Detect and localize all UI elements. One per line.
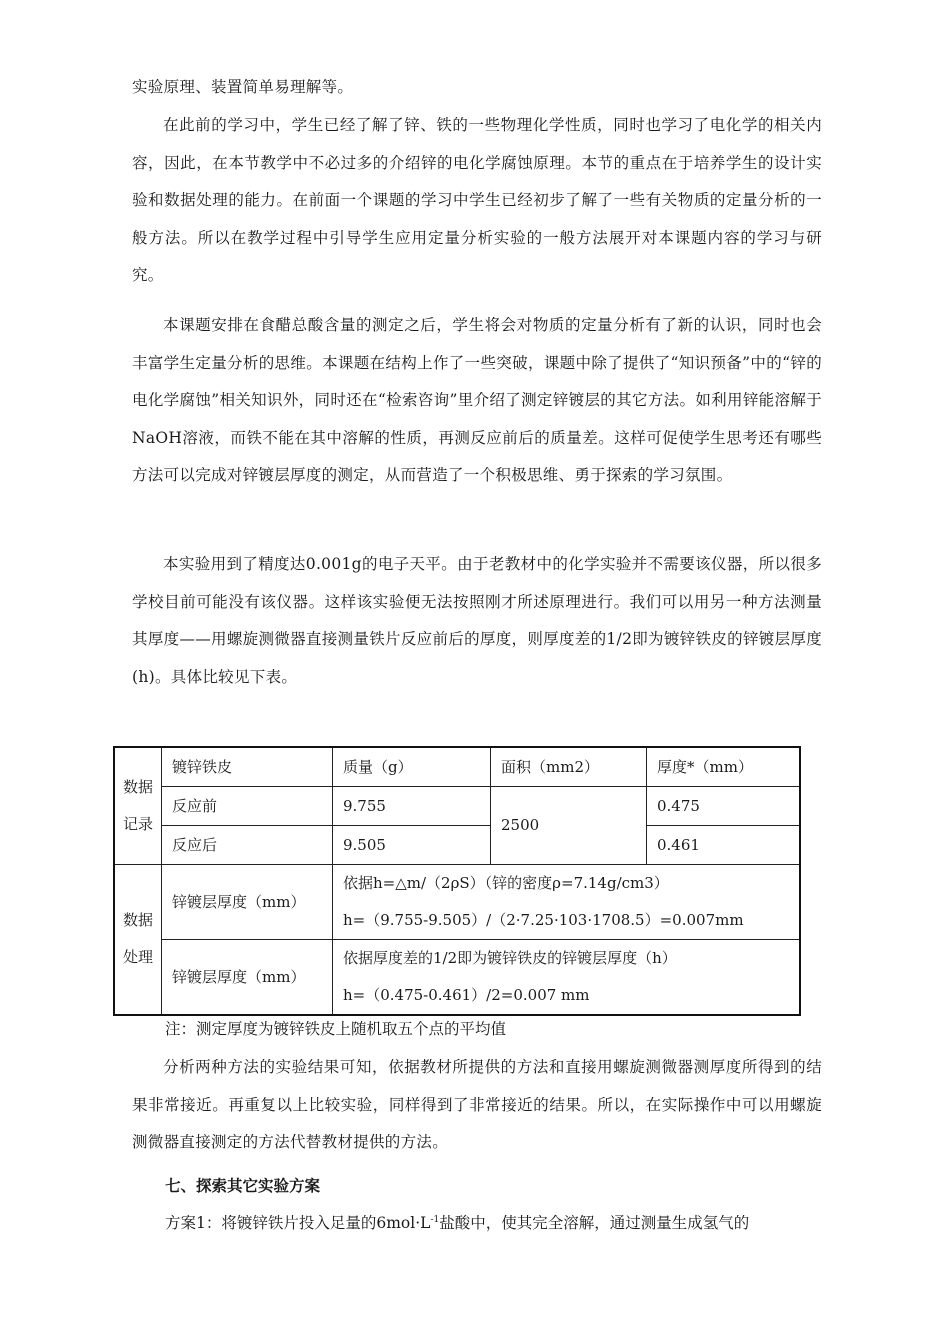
comparison-table xyxy=(113,746,801,1016)
table-note: 注：测定厚度为镀锌铁皮上随机取五个点的平均值 xyxy=(165,1020,507,1038)
row-label: 反应前 xyxy=(162,786,333,825)
mass-cell: 9.505 xyxy=(333,825,491,864)
paragraph-intro-tail: 实验原理、装置简单易理解等。 xyxy=(132,78,354,96)
paragraph-analysis: 分析两种方法的实验结果可知，依据教材所提供的方法和直接用螺旋测微器测厚度所得到的结果非常接近。再重复以上比较实验，同样得到了非常接近的结果。所以，在实际操作中可以用螺旋测微器直接测定的方法代替教材提供的方法。 xyxy=(132,1058,822,1152)
processing-label: 锌镀层厚度（mm） xyxy=(162,864,333,939)
processing-label: 锌镀层厚度（mm） xyxy=(162,939,333,1015)
header-cell: 面积（mm2） xyxy=(491,747,647,786)
section-label-record: 数据 记录 xyxy=(114,747,162,864)
processing-formula-mass: 依据h=△m/（2ρS）（锌的密度ρ=7.14g/cm3） h=（9.755-9.505）/（2·7.25·103·1708.5）=0.007mm xyxy=(333,864,801,939)
mass-cell: 9.755 xyxy=(333,786,491,825)
paragraph-prior-learning: 在此前的学习中，学生已经了解了锌、铁的一些物理化学性质，同时也学习了电化学的相关内容，因此，在本节教学中不必过多的介绍锌的电化学腐蚀原理。本节的重点在于培养学生的设计实验和数据处理的能力。在前面一个课题的学习中学生已经初步了解了一些有关物质的定量分析的一般方法。所以在教学过程中引导学生应用定量分析实验的一般方法展开对本课题内容的学习与研究。 xyxy=(132,116,822,285)
row-label: 反应后 xyxy=(162,825,333,864)
section-heading: 七、探索其它实验方案 xyxy=(165,1176,321,1195)
area-cell: 2500 xyxy=(491,786,647,864)
thickness-cell: 0.461 xyxy=(647,825,801,864)
header-cell: 厚度*（mm） xyxy=(647,747,801,786)
paragraph-instrument: 本实验用到了精度达0.001g的电子天平。由于老教材中的化学实验并不需要该仪器，所以很多学校目前可能没有该仪器。这样该实验便无法按照刚才所述原理进行。我们可以用另一种方法测量其厚度——用螺旋测微器直接测量铁片反应前后的厚度，则厚度差的1/2即为镀锌铁皮的锌镀层厚度 (h)。具体比较见下表。 xyxy=(132,555,822,686)
section-label-processing: 数据 处理 xyxy=(114,864,162,1015)
header-cell: 质量（g） xyxy=(333,747,491,786)
header-cell: 镀锌铁皮 xyxy=(162,747,333,786)
processing-formula-thickness: 依据厚度差的1/2即为镀锌铁皮的锌镀层厚度（h） h=（0.475-0.461）/2=0.007 mm xyxy=(333,939,801,1015)
thickness-cell: 0.475 xyxy=(647,786,801,825)
paragraph-plan-1: 方案1：将镀锌铁片投入足量的$6mol\cdot L^{-1}$盐酸中，使其完全溶解，通过测量生成氢气的 xyxy=(165,1214,750,1232)
paragraph-course-arrangement: 本课题安排在食醋总酸含量的测定之后，学生将会对物质的定量分析有了新的认识，同时也会丰富学生定量分析的思维。本课题在结构上作了一些突破，课题中除了提供了“知识预备”中的“锌的电化学腐蚀”相关知识外，同时还在“检索咨询”里介绍了测定锌镀层的其它方法。如利用锌能溶解于NaOH溶液，而铁不能在其中溶解的性质，再测反应前后的质量差。这样可促使学生思考还有哪些方法可以完成对锌镀层厚度的测定，从而营造了一个积极思维、勇于探索的学习氛围。 xyxy=(132,316,822,485)
